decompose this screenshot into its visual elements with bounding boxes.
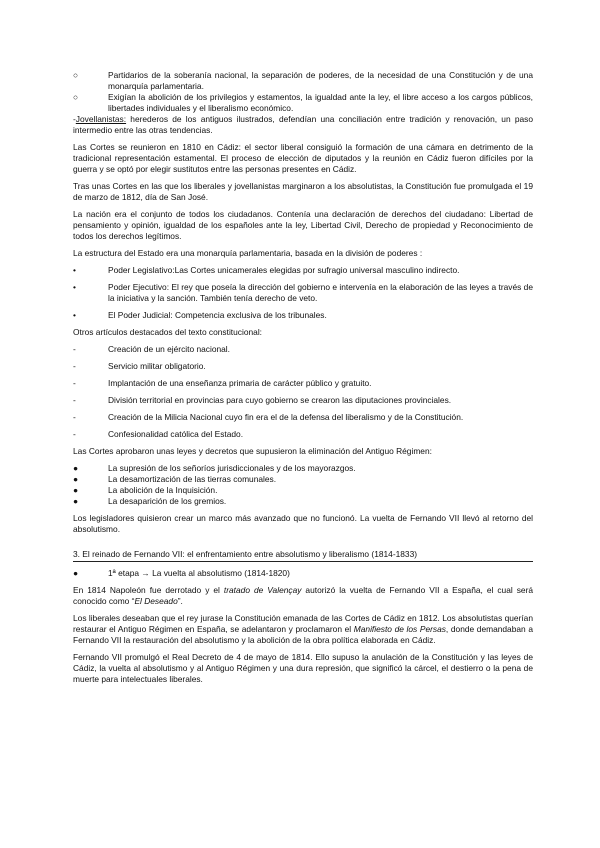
- list-item-text: La desaparición de los gremios.: [108, 496, 227, 506]
- bullet-icon: ●: [73, 463, 79, 473]
- list-item-text: Partidarios de la soberanía nacional, la separación de poderes, de la necesidad de una Constitución y de una monarquía parlamentaria.: [108, 70, 533, 91]
- list-item-text: El Poder Judicial: Competencia exclusiva de los tribunales.: [108, 310, 327, 320]
- list-item: [73, 265, 533, 276]
- paragraph-real-decreto: Fernando VII promulgó el Real Decreto de 4 de mayo de 1814. Ello supuso la anulación de la Constitución y las leyes de Cádiz, la vuelta al absolutismo y al Antiguo Régimen y una dura represión, que significó la cárcel, el destierro o la pena de muerte para intelectuales liberales.: [73, 652, 533, 684]
- jovellanistas-term: Jovellanistas:: [75, 114, 127, 124]
- list-item: [73, 361, 533, 372]
- list-item-text: Creación de un ejército nacional.: [108, 344, 230, 354]
- list-item: [73, 378, 533, 389]
- jovellanistas-paragraph: [73, 114, 533, 136]
- list-item: [73, 429, 533, 440]
- bullet-icon: ●: [73, 568, 79, 578]
- list-item: [73, 282, 533, 304]
- bullet-icon: •: [73, 265, 76, 275]
- list-item-text: La desamortización de las tierras comunales.: [108, 474, 277, 484]
- text-run: Los liberales deseaban que el rey jurase la Constitución emanada de las Cortes de Cádiz en 1812. Los absolutistas querían restaurar el Antiguo Régimen en España, se adelantaron y proclamaron el: [73, 613, 533, 634]
- list-item: [73, 568, 533, 579]
- paragraph-nacion: La nación era el conjunto de todos los ciudadanos. Contenía una declaración de derechos del ciudadano: Libertad de pensamiento y opinión, igualdad de los españoles ante la ley, Libertad Civil, Derecho de propiedad y Reconocimiento de todos los derechos legítimos.: [73, 209, 533, 241]
- list-item-text: La supresión de los señoríos jurisdiccionales y de los mayorazgos.: [108, 463, 356, 473]
- bullet-icon: ●: [73, 485, 79, 495]
- jovellanistas-text: herederos de los antiguos ilustrados, defendían una conciliación entre tradición y renovación, un paso intermedio entre las otras tendencias.: [73, 114, 533, 135]
- list-item-text: Creación de la Milicia Nacional cuyo fin era el de la defensa del liberalismo y de la Constitución.: [108, 412, 464, 422]
- list-item-text: Poder Legislativo:Las Cortes unicamerales elegidas por sufragio universal masculino indirecto.: [108, 265, 460, 275]
- italic-text: Manifiesto de los Persas: [353, 624, 446, 634]
- text-run: autorizó la vuelta de Fernando VII a España, el cual será conocido como “: [73, 585, 534, 606]
- text-run: ”.: [177, 596, 183, 606]
- text-run: , donde demandaban a Fernando VII la restauración del absolutismo y la abolición de la obra política elaborada en Cádiz.: [73, 624, 533, 645]
- circle-bullet-icon: ○: [73, 70, 79, 80]
- list-item-text: Poder Ejecutivo: El rey que poseía la dirección del gobierno e intervenía en la elaboración de las leyes a través de la iniciativa y la sanción. También tenía derecho de veto.: [108, 282, 533, 303]
- list-item-text: Exigían la abolición de los privilegios y estamentos, la igualdad ante la ley, el libre acceso a los cargos públicos, libertades individuales y el liberalismo económico.: [108, 92, 533, 113]
- list-item: [73, 310, 533, 321]
- list-item: [73, 485, 533, 496]
- section-heading: 3. El reinado de Fernando VII: el enfrentamiento entre absolutismo y liberalismo (1814-1833): [73, 549, 533, 562]
- bullet-icon: ●: [73, 496, 79, 506]
- bullet-icon: •: [73, 310, 76, 320]
- dash-marker: -: [73, 412, 76, 422]
- dash-marker: -: [73, 344, 76, 354]
- list-item-text: Implantación de una enseñanza primaria de carácter público y gratuito.: [108, 378, 372, 388]
- list-item: [73, 395, 533, 406]
- list-item: [73, 474, 533, 485]
- text-run: En 1814 Napoleón fue derrotado y el: [73, 585, 224, 595]
- italic-text: El Deseado: [134, 596, 178, 606]
- list-item-text: División territorial en provincias para cuyo gobierno se crearon las diputaciones provinciales.: [108, 395, 452, 405]
- paragraph-constitucion: Tras unas Cortes en las que los liberales y jovellanistas marginaron a los absolutistas, la Constitución fue promulgada el 19 de marzo de 1812, día de San José.: [73, 181, 533, 202]
- subsection-title: 1ª etapa → La vuelta al absolutismo (1814-1820): [108, 568, 290, 578]
- paragraph-estructura: La estructura del Estado era una monarquía parlamentaria, basada en la división de poderes :: [73, 248, 423, 258]
- paragraph-liberales: [73, 613, 533, 646]
- paragraph-otros: Otros artículos destacados del texto constitucional:: [73, 327, 263, 337]
- dash-marker: -: [73, 429, 76, 439]
- document-body: [73, 70, 533, 691]
- list-item: [73, 463, 533, 474]
- list-item: [73, 70, 533, 92]
- circle-bullet-icon: ○: [73, 92, 79, 102]
- paragraph-cortes-cadiz: Las Cortes se reunieron en 1810 en Cádiz: el sector liberal consiguió la formación de una cámara en detrimento de la tradicional representación estamental. El proceso de elección de diputados y la reunión en Cádiz fueron difíciles por la guerra y se optó por elegir sustitutos entre las personas presentes en Cádiz.: [73, 142, 533, 174]
- bullet-icon: ●: [73, 474, 79, 484]
- list-item-text: Servicio militar obligatorio.: [108, 361, 206, 371]
- list-item: [73, 496, 533, 507]
- italic-text: tratado de Valençay: [223, 585, 302, 595]
- paragraph-legisladores: Los legisladores quisieron crear un marco más avanzado que no funcionó. La vuelta de Fernando VII llevó al retorno del absolutismo.: [73, 513, 533, 534]
- paragraph-napoleon: [73, 585, 533, 607]
- list-item-text: La abolición de la Inquisición.: [108, 485, 218, 495]
- dash-marker: -: [73, 114, 76, 124]
- list-item: [73, 412, 533, 423]
- list-item: [73, 92, 533, 114]
- bullet-icon: •: [73, 282, 76, 292]
- dash-marker: -: [73, 361, 76, 371]
- list-item-text: Confesionalidad católica del Estado.: [108, 429, 244, 439]
- list-item: [73, 344, 533, 355]
- dash-marker: -: [73, 395, 76, 405]
- dash-marker: -: [73, 378, 76, 388]
- paragraph-leyes: Las Cortes aprobaron unas leyes y decretos que supusieron la eliminación del Antiguo Régimen:: [73, 446, 432, 456]
